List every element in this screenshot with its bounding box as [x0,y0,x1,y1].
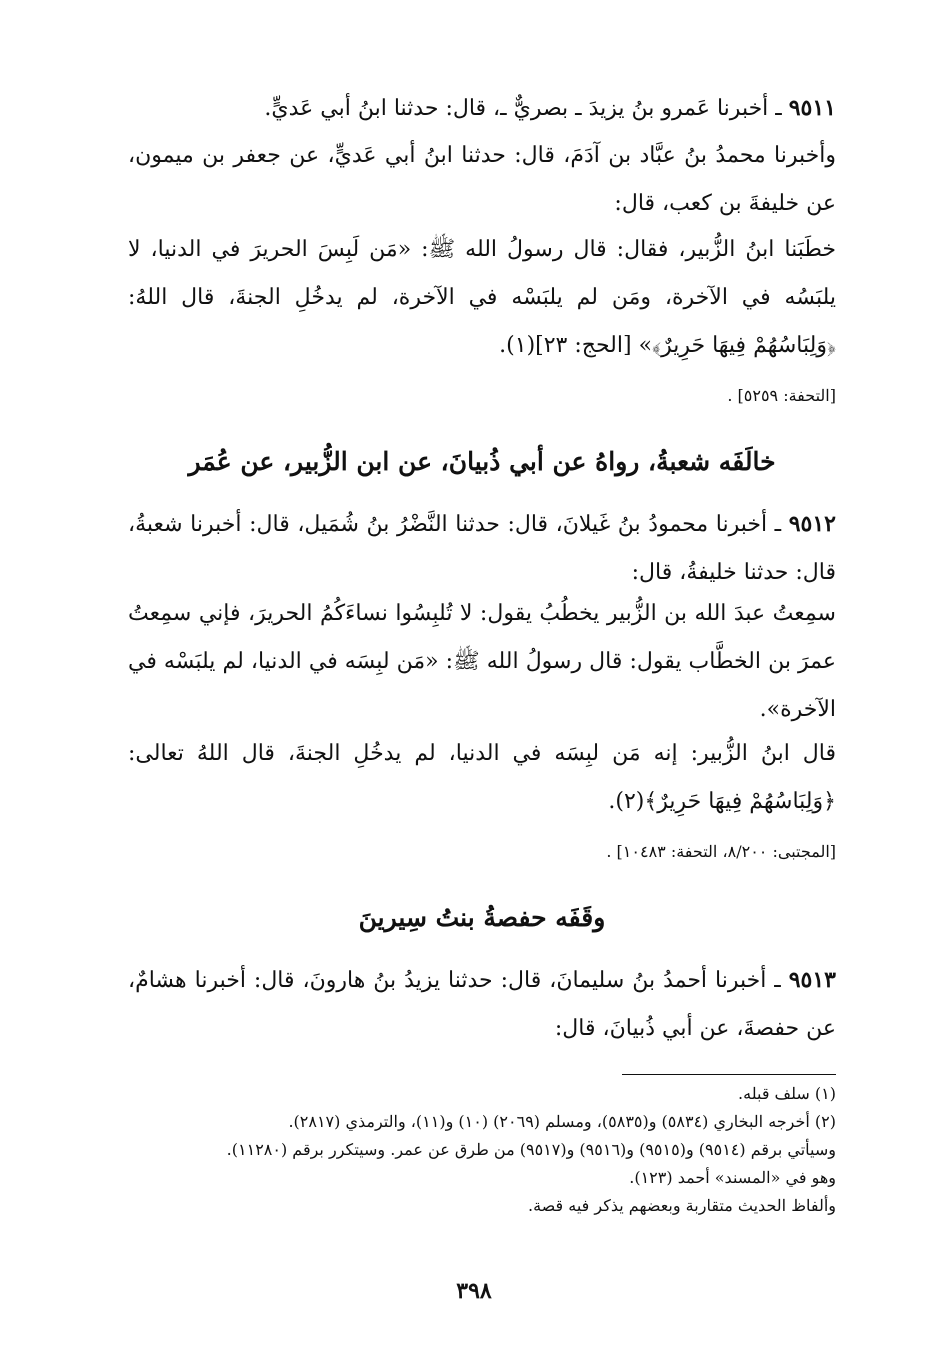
hadith-9511-source: [التحفة: ٥٢٥٩] . [727,386,836,405]
footnotes [128,1080,836,1220]
hadith-9512-isnad [128,500,836,597]
hadith-9511-isnad-2: وأخبرنا محمدُ بنُ عبَّاد بن آدَمَ، قال: حدثنا ابنُ أبي عَديٍّ، عن جعفر بن ميمون، عن خليفةَ بن كعب، قال: [128,143,836,216]
hadith-number: ٩٥١٣ [788,967,836,993]
section-heading-1: خالَفَه شعبةُ، رواهُ عن أبي ذُبيانَ، عن ابن الزُّبير، عن عُمَر [188,447,776,476]
hadith-number: ٩٥١٢ [788,511,836,537]
hadith-9511-isnad [128,84,836,133]
hadith-9512-text-2: قال ابنُ الزُّبير: إنه مَن لبِسَه في الدنيا، لم يدخُلِ الجنةَ، قال اللهُ تعالى: ﴿وَلِبَاسُهُمْ فِيهَا حَرِيرٌ﴾(٢). [128,741,836,814]
hadith-isnad-line: ـ أخبرنا أحمدُ بنُ سليمانَ، قال: حدثنا يزيدُ بنُ هارونَ، قال: أخبرنا هشامٌ، عن حفصةَ، عن أبي ذُبيانَ، قال: [128,968,836,1041]
footnote-2-line-2: وسيأتي برقم (٩٥١٤) و(٩٥١٥) و(٩٥١٦) و(٩٥١٧) من طرق عن عمر. وسيتكرر برقم (١١٢٨٠). [226,1140,836,1159]
hadith-9511-text: خطَبَنا ابنُ الزُّبير، فقال: قال رسولُ الله ﷺ: «مَن لَبِسَ الحريرَ في الدنيا، لا يلبَسُه في الآخرة، ومَن لم يلبَسْه في الآخرة، لم يدخُلِ الجنةَ، قال اللهُ: ﴿وَلِبَاسُهُمْ فِيهَا حَرِيرٌ﴾» [الحج: ٢٣](١). [128,237,836,358]
hadith-9512-text: سمِعتُ عبدَ الله بن الزُّبير يخطُبُ يقول: لا تُلبِسُوا نساءَكُمُ الحريرَ، فإني سمِعتُ عمرَ بن الخطَّاب يقول: قال رسولُ الله ﷺ: «مَن لبِسَه في الدنيا، لم يلبَسْه في الآخرة». [128,601,836,722]
footnote-2: (٢) أخرجه البخاري (٥٨٣٤) و(٥٨٣٥)، ومسلم (٢٠٦٩) (١٠) و(١١)، والترمذي (٢٨١٧). [288,1112,836,1131]
footnote-2-line-3: وهو في «المسند» أحمد (١٢٣). [629,1168,836,1187]
hadith-number: ٩٥١١ [788,95,836,121]
hadith-isnad-line: ـ أخبرنا عَمرو بنُ يزيدَ ـ بصريٌّ ـ، قال: حدثنا ابنُ أبي عَديٍّ. [264,96,789,121]
hadith-isnad-line: ـ أخبرنا محمودُ بنُ غَيلانَ، قال: حدثنا النَّضْرُ بنُ شُمَيل، قال: أخبرنا شعبةُ، قال: حدثنا خليفةُ، قال: [128,512,836,585]
section-heading-2: وقَفَه حفصةُ بنتُ سِيرينَ [358,903,606,932]
footnote-2-line-4: وألفاظ الحديث متقاربة وبعضهم يذكر فيه قصة. [528,1196,836,1215]
footnote-separator [622,1074,836,1075]
hadith-9513-isnad [128,956,836,1053]
page-number: ٣٩٨ [456,1278,492,1304]
hadith-9512-source: [المجتبى: ٨/٢٠٠، التحفة: ١٠٤٨٣] . [606,842,836,861]
footnote-1: (١) سلف قبله. [738,1084,836,1103]
